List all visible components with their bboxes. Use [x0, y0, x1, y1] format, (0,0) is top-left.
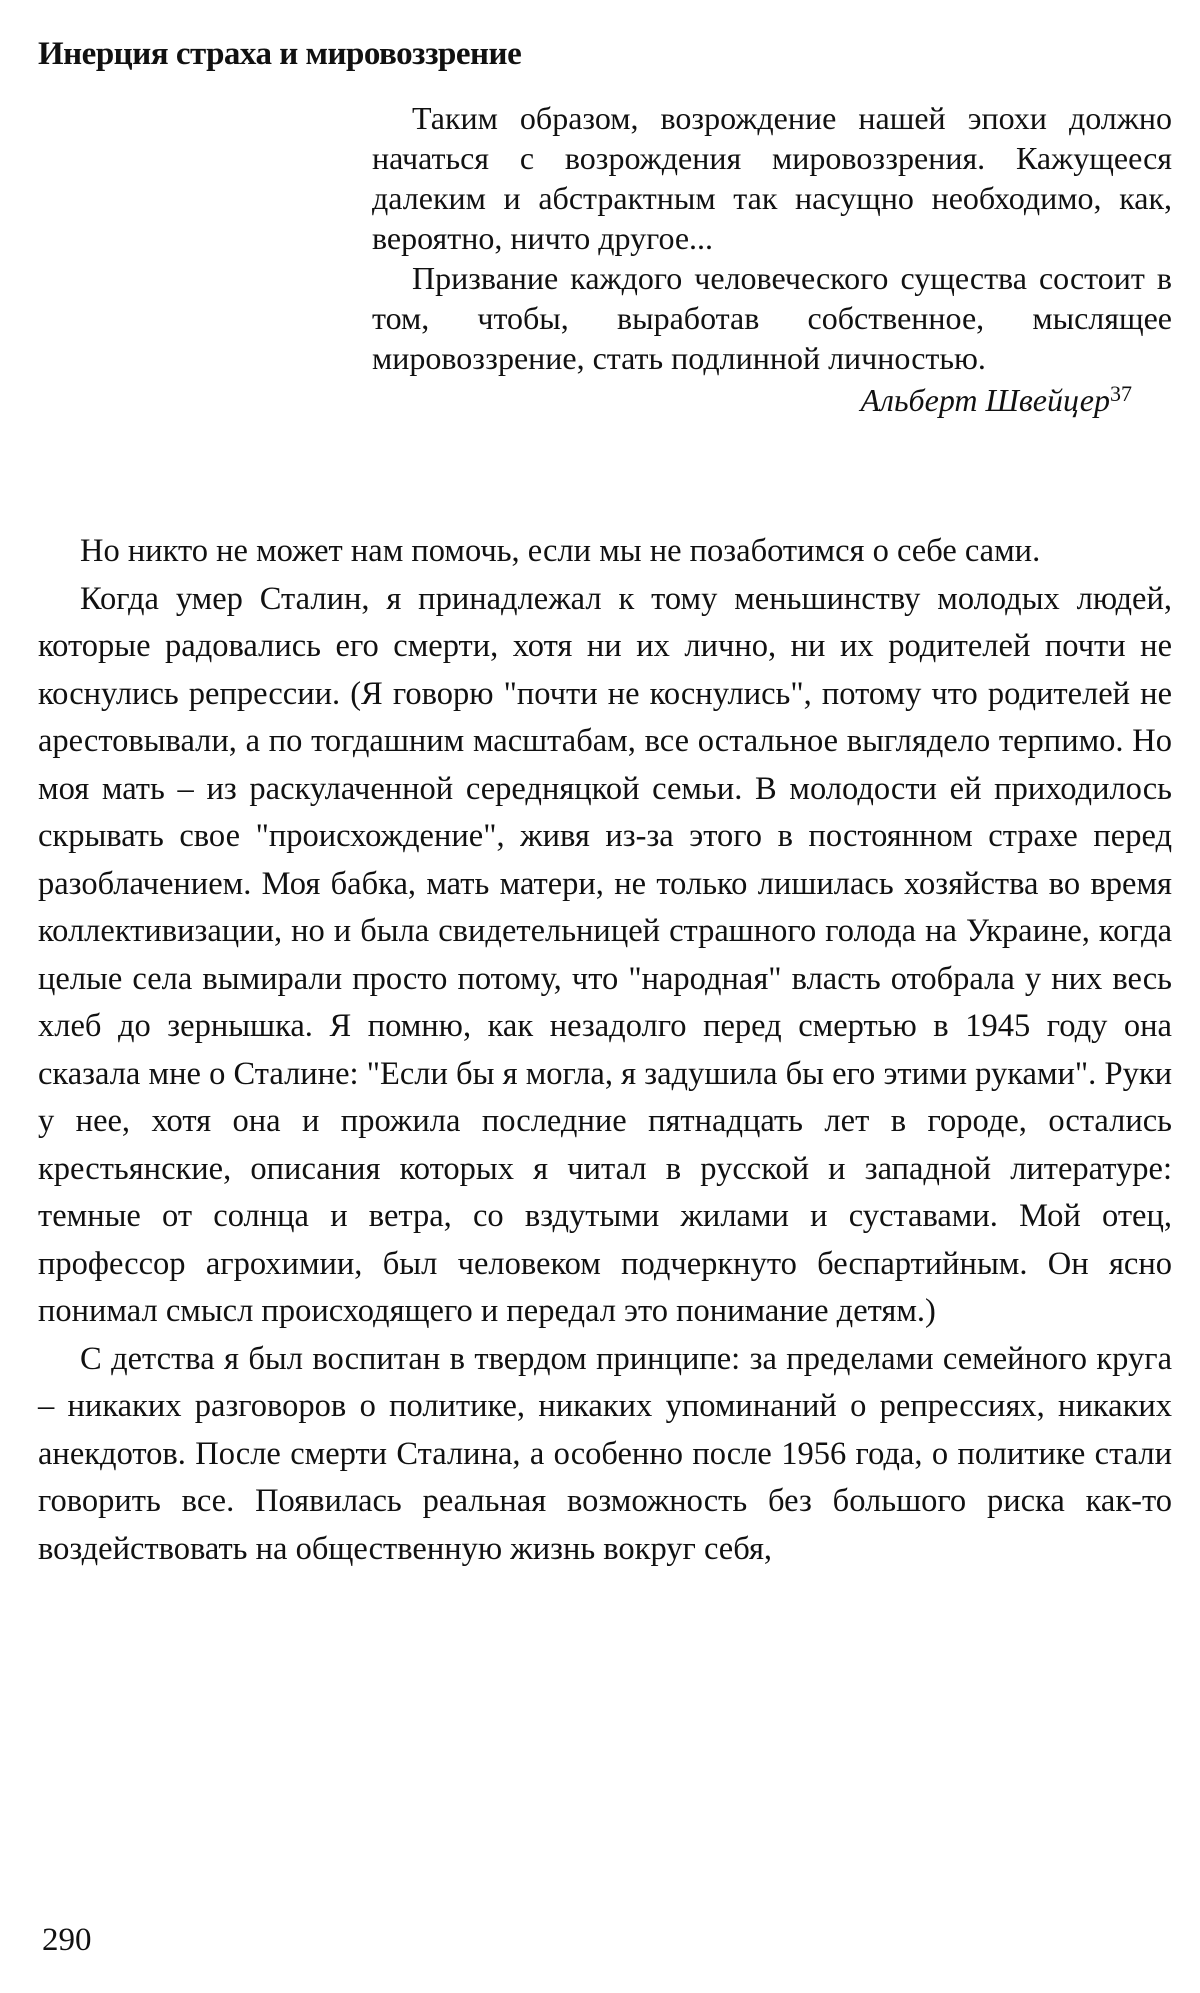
- epigraph: [372, 98, 1172, 420]
- epigraph-paragraph: Таким образом, возрождение нашей эпохи должно начаться с возрождения мировоззрения. Кажущееся далеким и абстрактным так насущно необходимо, как, вероятно, ничто другое...: [372, 100, 1172, 256]
- body-paragraph: Когда умер Сталин, я принадлежал к тому меньшинству молодых людей, которые радовались его смерти, хотя ни их лично, ни их родителей почти не коснулись репрессии. (Я говорю "почти не коснулись", потому что родителей не арестовывали, а по тогдашним масштабам, все остальное выглядело терпимо. Но моя мать – из раскулаченной середняцкой семьи. В молодости ей приходилось скрывать свое "происхождение", живя из-за этого в постоянном страхе перед разоблачением. Моя бабка, мать матери, не только лишилась хозяйства во время коллективизации, но и была свидетельницей страшного голода на Украине, когда целые села вымирали просто потому, что "народная" власть отобрала у них весь хлеб до зернышка. Я помню, как незадолго перед смертью в 1945 году она сказала мне о Сталине: "Если бы я могла, я задушила бы его этими руками". Руки у нее, хотя она и прожила последние пятнадцать лет в городе, остались крестьянские, описания которых я читал в русской и западной литературе: темные от солнца и ветра, со вздутыми жилами и суставами. Мой отец, профессор агрохимии, был человеком подчеркнуто беспартийным. Он ясно понимал смысл происходящего и передал это понимание детям.): [38, 580, 1172, 1329]
- body-paragraph: Но никто не может нам помочь, если мы не позаботимся о себе сами.: [80, 533, 1041, 569]
- page-number: 290: [42, 1922, 92, 1958]
- epigraph-attribution: [372, 380, 1172, 420]
- running-head: Инерция страха и мировоззрение: [38, 36, 522, 72]
- body-paragraph: С детства я был воспитан в твердом принципе: за пределами семейного круга – никаких разговоров о политике, никаких упоминаний о репрессиях, никаких анекдотов. После смерти Сталина, а особенно после 1956 года, о политике стали говорить все. Появилась реальная возможность без большого риска как-то воздействовать на общественную жизнь вокруг себя,: [38, 1340, 1172, 1567]
- body-text: [38, 528, 1172, 1573]
- footnote-reference: 37: [1110, 381, 1132, 406]
- epigraph-paragraph: Призвание каждого человеческого существа состоит в том, чтобы, выработав собственное, мыслящее мировоззрение, стать подлинной личностью.: [372, 260, 1172, 376]
- epigraph-author: Альберт Швейцер: [860, 382, 1110, 418]
